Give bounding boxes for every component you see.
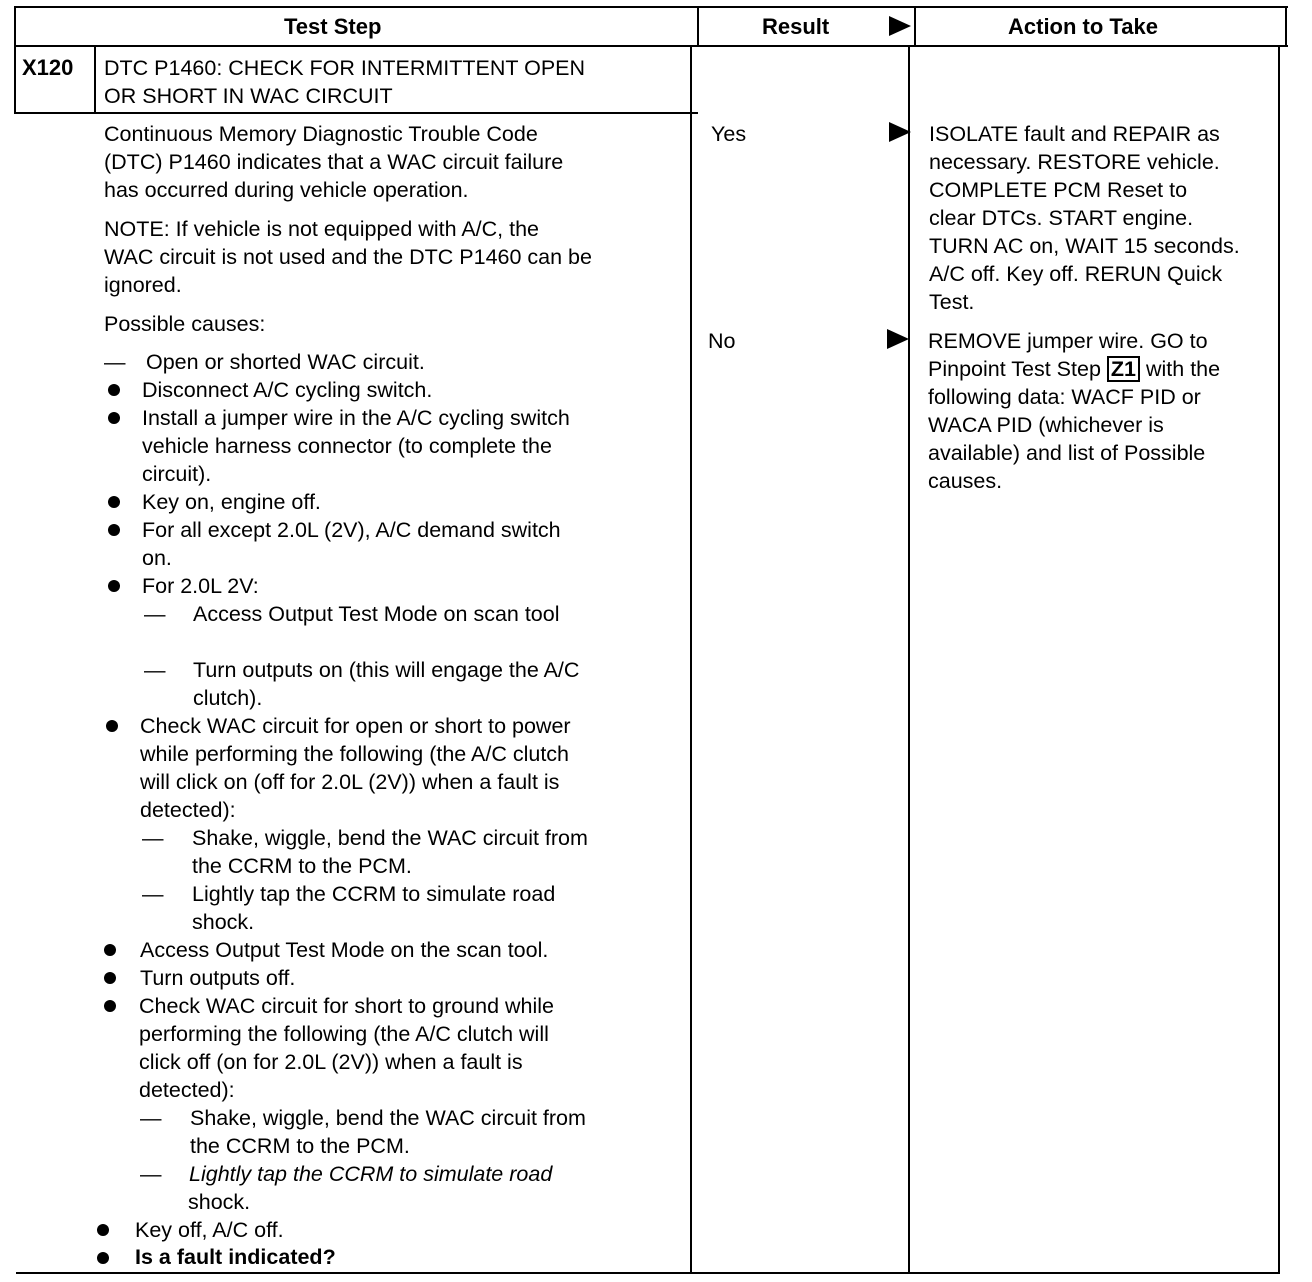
procedure-step: Key on, engine off. — [142, 490, 321, 514]
step-title-bottom-rule — [14, 112, 698, 114]
procedure-step: circuit). — [142, 462, 212, 486]
action-no-line: causes. — [928, 469, 1003, 493]
action-yes-line: ISOLATE fault and REPAIR as — [929, 122, 1220, 146]
action-no-line: following data: WACF PID or — [928, 385, 1201, 409]
bullet-icon — [106, 720, 118, 732]
sub-step: Lightly tap the CCRM to simulate road — [189, 1162, 553, 1186]
result-column-left-rule — [697, 6, 699, 46]
step-id-divider — [94, 45, 96, 114]
header-arrow-icon — [889, 16, 911, 36]
pinpoint-step-ref[interactable]: Z1 — [1107, 356, 1140, 382]
action-no-line: WACA PID (whichever is — [928, 413, 1164, 437]
bullet-icon — [108, 496, 120, 508]
procedure-step: For all except 2.0L (2V), A/C demand switch — [142, 518, 561, 542]
dash-icon: — — [144, 658, 166, 682]
action-no-line: REMOVE jumper wire. GO to — [928, 329, 1208, 353]
result-no: No — [708, 329, 736, 353]
bullet-icon — [97, 1224, 109, 1236]
sub-step: shock. — [192, 910, 255, 934]
note-line: WAC circuit is not used and the DTC P1460 can be — [104, 245, 592, 269]
intro-line: Continuous Memory Diagnostic Trouble Code — [104, 122, 538, 146]
procedure-step: Install a jumper wire in the A/C cycling switch — [142, 406, 570, 430]
procedure-step: detected): — [140, 798, 236, 822]
action-yes-line: A/C off. Key off. RERUN Quick — [929, 262, 1223, 286]
step-title-line2: OR SHORT IN WAC CIRCUIT — [104, 84, 393, 108]
sub-step: Shake, wiggle, bend the WAC circuit from — [192, 826, 588, 850]
action-yes-line: Test. — [929, 290, 975, 314]
procedure-step: vehicle harness connector (to complete the — [142, 434, 552, 458]
note-line: ignored. — [104, 273, 182, 297]
bullet-icon — [97, 1252, 109, 1264]
step-title-line1: DTC P1460: CHECK FOR INTERMITTENT OPEN — [104, 56, 586, 80]
result-yes: Yes — [711, 122, 747, 146]
possible-causes-label: Possible causes: — [104, 312, 266, 336]
dash-icon: — — [140, 1162, 162, 1186]
sub-step: the CCRM to the PCM. — [192, 854, 412, 878]
bullet-icon — [108, 412, 120, 424]
intro-line: has occurred during vehicle operation. — [104, 178, 469, 202]
table-top-border — [14, 6, 1288, 8]
result-column-left-rule-lower — [690, 45, 692, 1274]
table-right-border-lower — [1278, 45, 1280, 1274]
procedure-step: while performing the following (the A/C clutch — [140, 742, 570, 766]
dash-icon: — — [142, 826, 164, 850]
action-yes-line: COMPLETE PCM Reset to — [929, 178, 1188, 202]
header-action: Action to Take — [1008, 14, 1158, 39]
bullet-icon — [108, 384, 120, 396]
procedure-step: Disconnect A/C cycling switch. — [142, 378, 433, 402]
action-column-left-rule-lower — [908, 45, 910, 1274]
sub-step: Access Output Test Mode on scan tool — [193, 602, 560, 626]
bullet-icon — [104, 972, 116, 984]
pinpoint-step-suffix: with the — [1145, 357, 1221, 381]
sub-step: clutch). — [193, 686, 263, 710]
procedure-step: on. — [142, 546, 172, 570]
result-arrow-icon — [889, 122, 911, 142]
sub-step: Turn outputs on (this will engage the A/C — [193, 658, 580, 682]
procedure-step: Check WAC circuit for open or short to power — [140, 714, 571, 738]
table-left-border — [14, 6, 16, 114]
pinpoint-step-label: Pinpoint Test Step — [928, 357, 1101, 381]
procedure-step: detected): — [139, 1078, 235, 1102]
header-test-step: Test Step — [284, 14, 382, 39]
bullet-icon — [108, 580, 120, 592]
procedure-step: For 2.0L 2V: — [142, 574, 259, 598]
header-bottom-rule — [14, 45, 1288, 47]
procedure-step: performing the following (the A/C clutch will — [139, 1022, 549, 1046]
note-line: NOTE: If vehicle is not equipped with A/C, the — [104, 217, 539, 241]
action-column-left-rule — [914, 6, 916, 46]
action-no-line — [928, 355, 1220, 383]
intro-line: (DTC) P1460 indicates that a WAC circuit failure — [104, 150, 564, 174]
action-yes-line: TURN AC on, WAIT 15 seconds. — [929, 234, 1240, 258]
fault-question: Is a fault indicated? — [135, 1245, 336, 1269]
dash-icon: — — [104, 350, 126, 374]
result-arrow-icon — [887, 329, 909, 349]
sub-step: shock. — [188, 1190, 251, 1214]
bullet-icon — [108, 524, 120, 536]
procedure-step: click off (on for 2.0L (2V)) when a fault is — [139, 1050, 523, 1074]
action-yes-line: clear DTCs. START engine. — [929, 206, 1194, 230]
bullet-icon — [104, 944, 116, 956]
action-yes-line: necessary. RESTORE vehicle. — [929, 150, 1220, 174]
procedure-step: Check WAC circuit for short to ground while — [139, 994, 555, 1018]
header-result: Result — [762, 14, 830, 39]
dash-icon: — — [142, 882, 164, 906]
sub-step: Shake, wiggle, bend the WAC circuit from — [190, 1106, 586, 1130]
dash-icon: — — [144, 602, 166, 626]
procedure-step: Turn outputs off. — [140, 966, 296, 990]
sub-step: Lightly tap the CCRM to simulate road — [192, 882, 556, 906]
table-bottom-border — [16, 1272, 1280, 1274]
procedure-step: will click on (off for 2.0L (2V)) when a fault is — [140, 770, 560, 794]
dash-icon: — — [140, 1106, 162, 1130]
cause-line: Open or shorted WAC circuit. — [146, 350, 425, 374]
table-right-border — [1285, 6, 1287, 46]
procedure-step: Key off, A/C off. — [135, 1218, 284, 1242]
action-no-line: available) and list of Possible — [928, 441, 1206, 465]
procedure-step: Access Output Test Mode on the scan tool. — [140, 938, 549, 962]
bullet-icon — [104, 1000, 116, 1012]
sub-step: the CCRM to the PCM. — [190, 1134, 410, 1158]
step-id: X120 — [22, 55, 74, 80]
